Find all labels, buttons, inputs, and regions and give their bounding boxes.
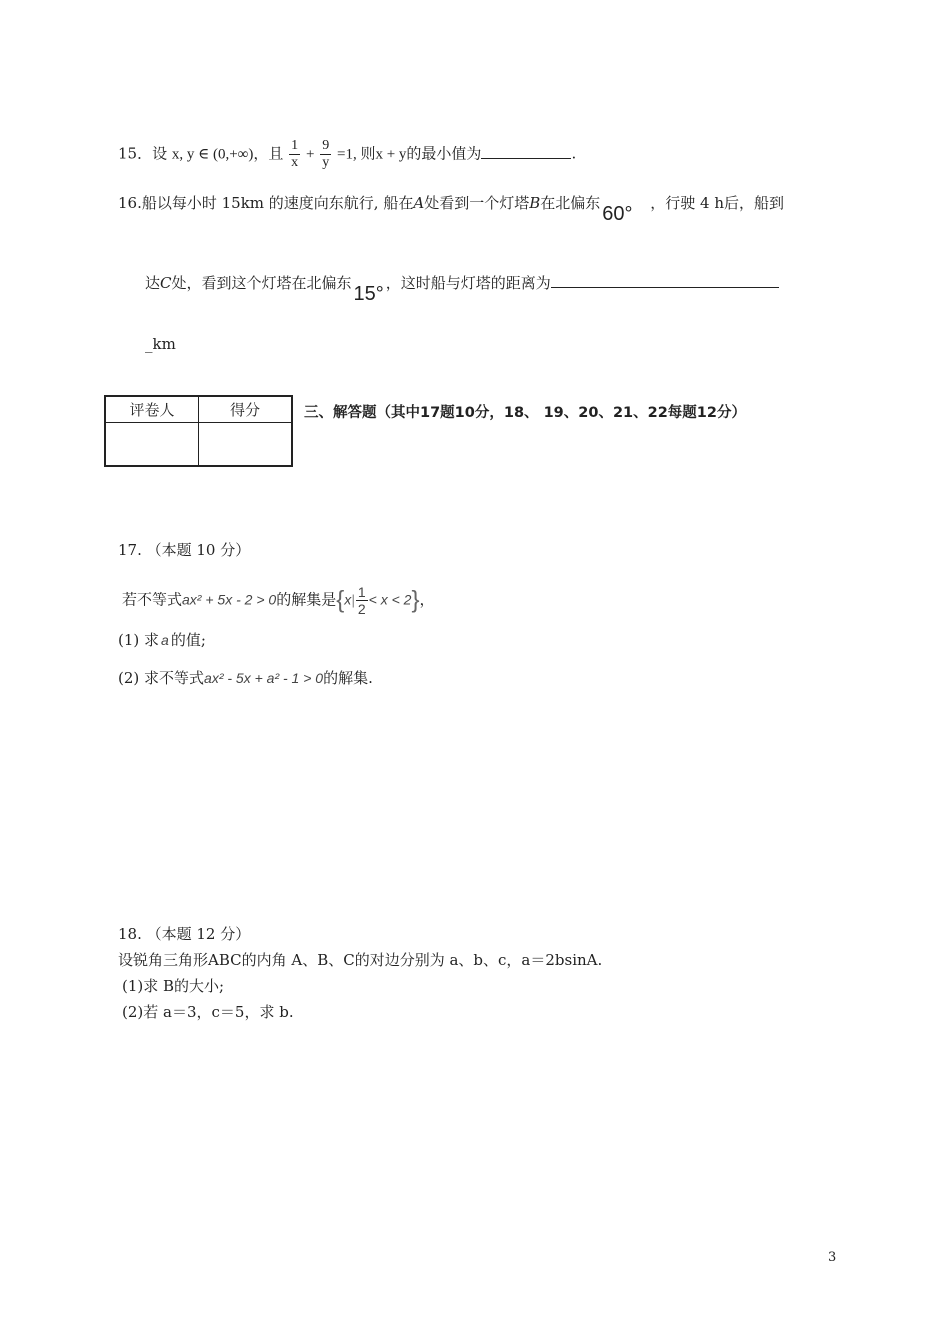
point-b: B (529, 194, 541, 212)
q15-eq: =1, 则 (336, 146, 376, 163)
section-3-title: 三、解答题（其中17题10分，18、 19、20、21、22每题12分） (304, 405, 746, 421)
q18-part-1: (1)求 B的大小; (122, 977, 225, 995)
q18-header: 18. （本题 12 分） (118, 925, 251, 943)
question-16-line-2: 达C处，看到这个灯塔在北偏东 15° ，这时船与灯塔的距离为 (145, 272, 779, 293)
q15-fraction-2: $\frac{9}{y}$ (322, 138, 330, 170)
score-table-grader-header: 评卷人 (105, 396, 199, 422)
score-table (104, 395, 293, 467)
question-16-line-3: _km (145, 335, 176, 353)
q15-vars: x, y ∈ (0,+∞) (171, 146, 254, 163)
q18-statement: 设锐角三角形ABC的内角 A、B、C的对边分别为 a、b、c，a＝2bsinA. (118, 951, 603, 969)
angle-60: 60° (602, 203, 633, 225)
q18-part-2: (2)若 a＝3，c＝5，求 b. (122, 1003, 294, 1021)
q15-answer-blank (481, 158, 571, 159)
q17-part-2: (2) 求不等式ax² - 5x + a² - 1 > 0的解集. (118, 669, 373, 687)
score-table-score-header: 得分 (199, 396, 293, 422)
left-brace-icon: { (336, 586, 345, 614)
q15-and: ，且 (253, 144, 284, 163)
point-c: C (160, 274, 172, 292)
q15-tail: 的最小值为 (406, 144, 482, 163)
score-table-score-cell (199, 422, 293, 466)
page-number: 3 (828, 1250, 837, 1265)
q16-answer-blank (551, 287, 779, 288)
right-brace-icon: } (411, 586, 420, 614)
q17-header: 17. （本题 10 分） (118, 541, 251, 559)
q15-expr: x + y (375, 146, 407, 163)
question-15 (118, 138, 576, 171)
q17-set-fraction: $\frac{1}{2}$ (357, 584, 366, 617)
angle-15: 15° (353, 283, 384, 305)
question-16-line-1: 16.船以每小时 15km 的速度向东航行, 船在A处看到一个灯塔B在北偏东 60° ，行驶 4 h后，船到 (118, 194, 784, 225)
q17-intro: 若不等式ax² + 5x - 2 > 0的解集是{x| $\frac{1}{2}$ < x < 2}， (122, 584, 435, 617)
q15-plus: + (305, 146, 315, 163)
q17-inequality-2: ax² - 5x + a² - 1 > 0 (204, 670, 324, 686)
q17-inequality-1: ax² + 5x - 2 > 0 (182, 591, 277, 608)
q15-end: . (571, 144, 577, 163)
q17-part-1: (1) 求 a 的值; (118, 631, 206, 649)
q15-number: 15．设 (118, 144, 168, 163)
score-table-grader-cell (105, 422, 199, 466)
q15-fraction-1: $\frac{1}{x}$ (291, 138, 299, 170)
point-a: A (413, 194, 425, 212)
